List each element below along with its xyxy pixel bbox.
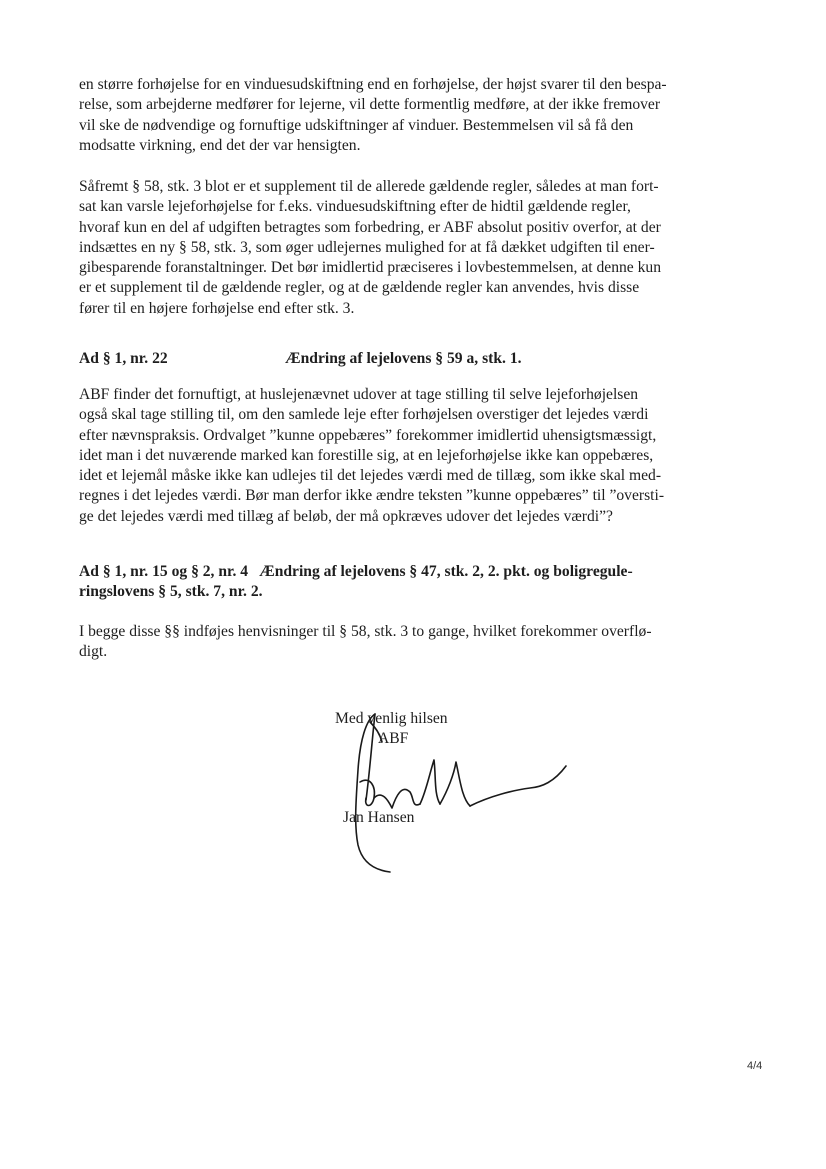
text-line: er et supplement til de gældende regler, og at de gældende regler kan anvendes, hvis disse	[79, 279, 640, 297]
text-line: relse, som arbejderne medfører for lejerne, vil dette formentlig medføre, at der ikke fremover	[79, 96, 661, 114]
text-line: ge det lejedes værdi med tillæg af beløb, der må opkræves udover det lejedes værdi”?	[79, 507, 613, 525]
section-heading-reference: Ad § 1, nr. 15 og § 2, nr. 4	[79, 563, 249, 580]
text-line: I begge disse §§ indføjes henvisninger til § 58, stk. 3 to gange, hvilket forekommer overflø-	[79, 623, 652, 640]
text-line: modsatte virkning, end det der var hensigten.	[79, 136, 361, 154]
text-line: digt.	[79, 643, 108, 661]
closing-organization: ABF	[378, 730, 409, 747]
text-line: fører til en højere forhøjelse end efter stk. 3.	[79, 299, 355, 317]
heading-line	[79, 562, 633, 582]
signer-name: Jan Hansen	[343, 809, 415, 826]
heading-line: ringslovens § 5, stk. 7, nr. 2.	[79, 583, 263, 600]
paragraph-section-15	[79, 622, 719, 663]
text-line: også skal tage stilling til, om den samlede leje efter forhøjelsen overstiger det lejedes værdi	[79, 406, 649, 424]
paragraph-section-22	[79, 385, 719, 527]
text-line: ABF finder det fornuftigt, at huslejenævnet udover at tage stilling til selve lejeforhøjelsen	[79, 386, 639, 403]
paragraph-section-58	[79, 177, 719, 319]
text-line: idet man i det nuværende marked kan forestille sig, at en lejeforhøjelse ikke kan oppebæres,	[79, 446, 654, 464]
text-line: hvoraf kun en del af udgiften betragtes som forbedring, er ABF absolut positiv overfor, at der	[79, 218, 661, 236]
handwritten-signature	[330, 700, 590, 890]
section-heading-title: Ændring af lejelovens § 59 a, stk. 1.	[285, 350, 522, 367]
text-line: efter nævnspraksis. Ordvalget ”kunne oppebæres” forekommer imidlertid uhensigtsmæssigt,	[79, 426, 657, 444]
text-line: vil ske de nødvendige og fornuftige udskiftninger af vinduer. Bestemmelsen vil så få den	[79, 116, 634, 134]
section-heading-reference: Ad § 1, nr. 22	[79, 350, 168, 367]
text-line: regnes i det lejedes værdi. Bør man derfor ikke ændre teksten ”kunne oppebæres” til ”oversti-	[79, 487, 665, 505]
section-heading-2	[79, 562, 633, 602]
text-line: idet et lejemål måske ikke kan udlejes til det lejedes værdi med de tillæg, som ikke skal med-	[79, 467, 662, 485]
text-line: en større forhøjelse for en vinduesudskiftning end en forhøjelse, der højst svarer til den bespa-	[79, 76, 667, 93]
text-line: Såfremt § 58, stk. 3 blot er et supplement til de allerede gældende regler, således at man fort-	[79, 178, 659, 195]
text-line: sat kan varsle lejeforhøjelse for f.eks. vinduesudskiftning efter de hidtil gældende regler,	[79, 198, 631, 216]
text-line: gibesparende foranstaltninger. Det bør imidlertid præciseres i lovbestemmelsen, at denne kun	[79, 259, 662, 277]
text-line: indsættes en ny § 58, stk. 3, som øger udlejernes mulighed for at få dækket udgiften til ener-	[79, 238, 655, 256]
page-number: 4/4	[747, 1060, 763, 1072]
paragraph-intro-continued	[79, 75, 719, 156]
closing-greeting: Med venlig hilsen	[335, 710, 448, 727]
section-heading-title: Ændring af lejelovens § 47, stk. 2, 2. pkt. og boligregule-	[259, 563, 633, 580]
